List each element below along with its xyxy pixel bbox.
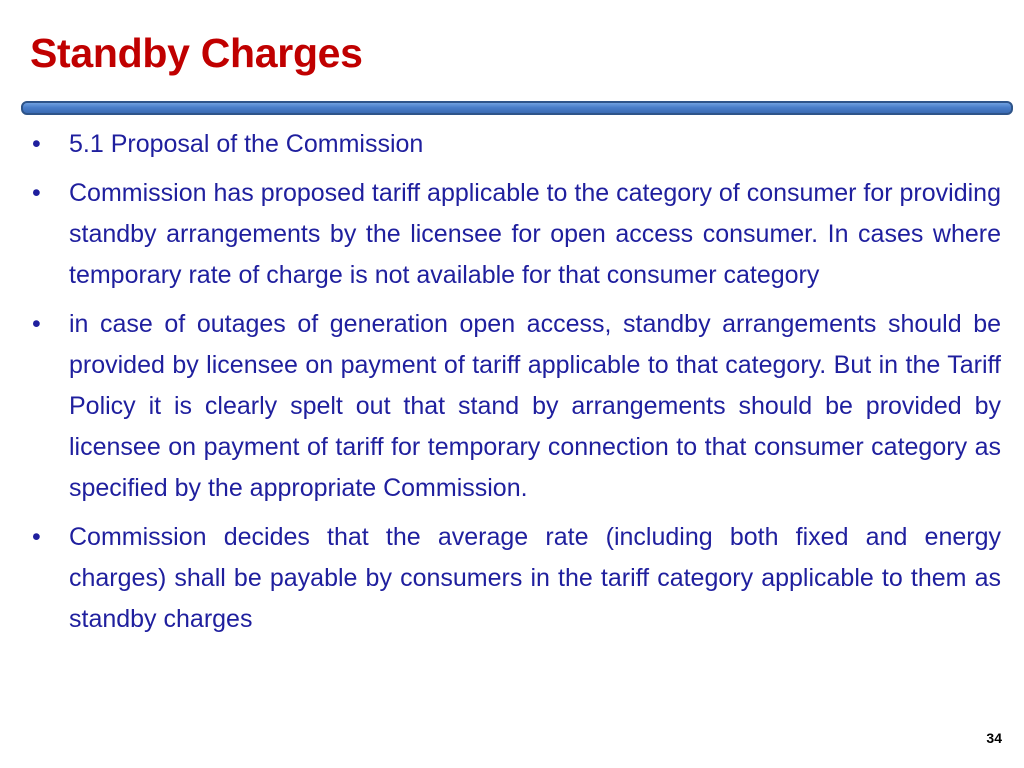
bullet-icon: • bbox=[32, 130, 41, 158]
slide-title: Standby Charges bbox=[30, 30, 363, 76]
bullet-text: in case of outages of generation open access, standby arrangements should be provided by licensee on payment of tariff applicable to that category. But in the Tariff Policy it is clearly spelt out that stand by arrangements should be provided by licensee on payment of tariff for temporary connection to that consumer category as specified by the appropriate Commission. bbox=[69, 310, 1001, 502]
page-number: 34 bbox=[986, 730, 1002, 746]
bullet-icon: • bbox=[32, 523, 41, 551]
bullet-item bbox=[32, 304, 1001, 509]
bullet-item bbox=[32, 517, 1001, 640]
bullet-item bbox=[32, 173, 1001, 296]
bullet-icon: • bbox=[32, 179, 41, 207]
bullet-item bbox=[32, 124, 1001, 165]
bullet-text: Commission decides that the average rate (including both fixed and energy charges) shall be payable by consumers in the tariff category applicable to them as standby charges bbox=[69, 523, 1001, 633]
title-divider bbox=[21, 101, 1013, 115]
bullet-icon: • bbox=[32, 310, 41, 338]
bullet-text: 5.1 Proposal of the Commission bbox=[69, 130, 424, 158]
bullet-text: Commission has proposed tariff applicable to the category of consumer for providing standby arrangements by the licensee for open access consumer. In cases where temporary rate of charge is not available for that consumer category bbox=[69, 179, 1001, 289]
bullet-list bbox=[32, 124, 1001, 648]
